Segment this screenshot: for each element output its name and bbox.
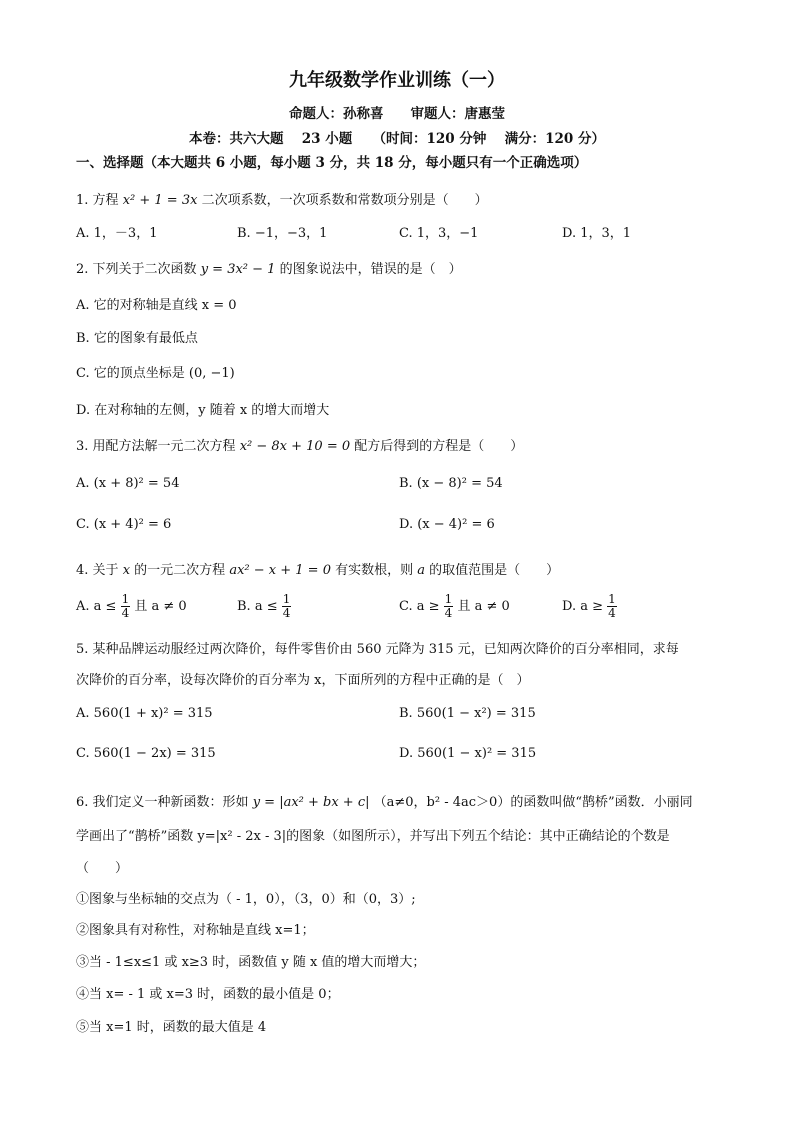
- q4-stem-suffix: 的取值范围是（ ）: [429, 563, 560, 578]
- q1-option-d: D. 1，3，1: [562, 226, 632, 241]
- q4-equation: ax² − x + 1 = 0: [229, 563, 331, 578]
- q3-option-d: D. (x − 4)² = 6: [399, 517, 495, 532]
- q3-option-a: A. (x + 8)² = 54: [76, 476, 180, 491]
- q2-option-b: B. 它的图象有最低点: [76, 331, 198, 346]
- q6-line1-suffix: （a≠0，b² - 4ac＞0）的函数叫做“鹊桥”函数．小丽同: [373, 795, 693, 810]
- question-5-line-2: 次降价的百分率，设每次降价的百分率为 x，下面所列的方程中正确的是（ ）: [76, 673, 530, 688]
- q4-b-fraction: $\frac{1}{4}$: [282, 592, 291, 620]
- q4-c-pre: C. a ≥: [399, 599, 440, 614]
- q4-c-fraction: $\frac{1}{4}$: [444, 592, 453, 620]
- q3-option-b: B. (x − 8)² = 54: [399, 476, 503, 491]
- section-heading-choice: 一、选择题（本大题共 6 小题，每小题 3 分，共 18 分，每小题只有一个正确选项）: [76, 155, 588, 171]
- q5-option-b: B. 560(1 − x²) = 315: [399, 706, 536, 721]
- q4-a-post: 且 a ≠ 0: [134, 599, 187, 614]
- q4-a-pre: A. a ≤: [76, 599, 117, 614]
- q4-option-d: [562, 593, 617, 620]
- question-6-line-3: （ ）: [76, 861, 129, 876]
- q4-var-a: a: [417, 563, 426, 578]
- q4-stem-mid2: 有实数根，则: [335, 563, 414, 578]
- q1-stem-prefix: 1. 方程: [76, 193, 119, 208]
- question-6-line-2: 学画出了“鹊桥”函数 y=|x² - 2x - 3|的图象（如图所示），并写出下列五个结论：其中正确结论的个数是: [76, 829, 670, 844]
- q6-line1-prefix: 6. 我们定义一种新函数：形如: [76, 795, 249, 810]
- authors-line: 命题人：孙称喜 审题人：唐惠莹: [289, 106, 505, 122]
- q4-option-b: [237, 593, 291, 620]
- q3-equation: x² − 8x + 10 = 0: [239, 439, 351, 454]
- q2-equation: y = 3x² − 1: [200, 262, 276, 277]
- question-3-stem: [76, 435, 523, 454]
- q1-stem-suffix: 二次项系数，一次项系数和常数项分别是（ ）: [201, 193, 488, 208]
- q4-d-fraction: $\frac{1}{4}$: [608, 592, 616, 620]
- question-1-stem: [76, 189, 488, 208]
- question-6-line-1: [76, 791, 693, 810]
- q6-conclusion-4: ④当 x= - 1 或 x=3 时，函数的最小值是 0；: [76, 987, 340, 1002]
- q6-conclusion-3: ③当 - 1≤x≤1 或 x≥3 时，函数值 y 随 x 值的增大而增大；: [76, 955, 426, 970]
- q1-option-b: B. −1，−3，1: [237, 226, 328, 241]
- q4-option-c: [399, 593, 510, 620]
- q4-a-fraction: $\frac{1}{4}$: [121, 592, 130, 620]
- q1-option-c: C. 1，3，−1: [399, 226, 479, 241]
- question-2-stem: [76, 258, 462, 277]
- q2-option-a: A. 它的对称轴是直线 x = 0: [76, 298, 237, 313]
- q5-option-c: C. 560(1 − 2x) = 315: [76, 746, 216, 761]
- q6-conclusion-2: ②图象具有对称性，对称轴是直线 x=1；: [76, 923, 315, 938]
- q2-option-c: C. 它的顶点坐标是 (0, −1): [76, 366, 235, 381]
- q4-d-pre: D. a ≥: [562, 599, 603, 614]
- q4-c-post: 且 a ≠ 0: [457, 599, 510, 614]
- page-title: 九年级数学作业训练（一）: [289, 70, 505, 91]
- q6-abs-equation: y = |ax² + bx + c|: [252, 795, 370, 810]
- q4-var-x: x: [122, 563, 131, 578]
- q6-conclusion-1: ①图象与坐标轴的交点为（ - 1，0），（3，0）和（0，3）;: [76, 892, 416, 907]
- q2-stem-suffix: 的图象说法中，错误的是（ ）: [279, 262, 462, 277]
- q2-option-d: D. 在对称轴的左侧，y 随着 x 的增大而增大: [76, 403, 330, 418]
- q4-option-a: [76, 593, 187, 620]
- exam-info-line: 本卷：共六大题 23 小题 （时间：120 分钟 满分：120 分）: [189, 131, 605, 147]
- q5-option-d: D. 560(1 − x)² = 315: [399, 746, 537, 761]
- q2-stem-prefix: 2. 下列关于二次函数: [76, 262, 197, 277]
- q3-stem-suffix: 配方后得到的方程是（ ）: [354, 439, 524, 454]
- question-5-line-1: 5. 某种品牌运动服经过两次降价，每件零售价由 560 元降为 315 元，已知两次降价的百分率相同，求每: [76, 642, 679, 657]
- q5-option-a: A. 560(1 + x)² = 315: [76, 706, 213, 721]
- q4-stem-prefix: 4. 关于: [76, 563, 119, 578]
- q3-option-c: C. (x + 4)² = 6: [76, 517, 172, 532]
- q1-option-a: A. 1，－3，1: [76, 226, 158, 241]
- q4-stem-mid: 的一元二次方程: [134, 563, 226, 578]
- q3-stem-prefix: 3. 用配方法解一元二次方程: [76, 439, 236, 454]
- q6-conclusion-5: ⑤当 x=1 时，函数的最大值是 4: [76, 1020, 267, 1035]
- q1-equation: x² + 1 = 3x: [122, 193, 198, 208]
- q4-b-pre: B. a ≤: [237, 599, 278, 614]
- question-4-stem: [76, 559, 559, 578]
